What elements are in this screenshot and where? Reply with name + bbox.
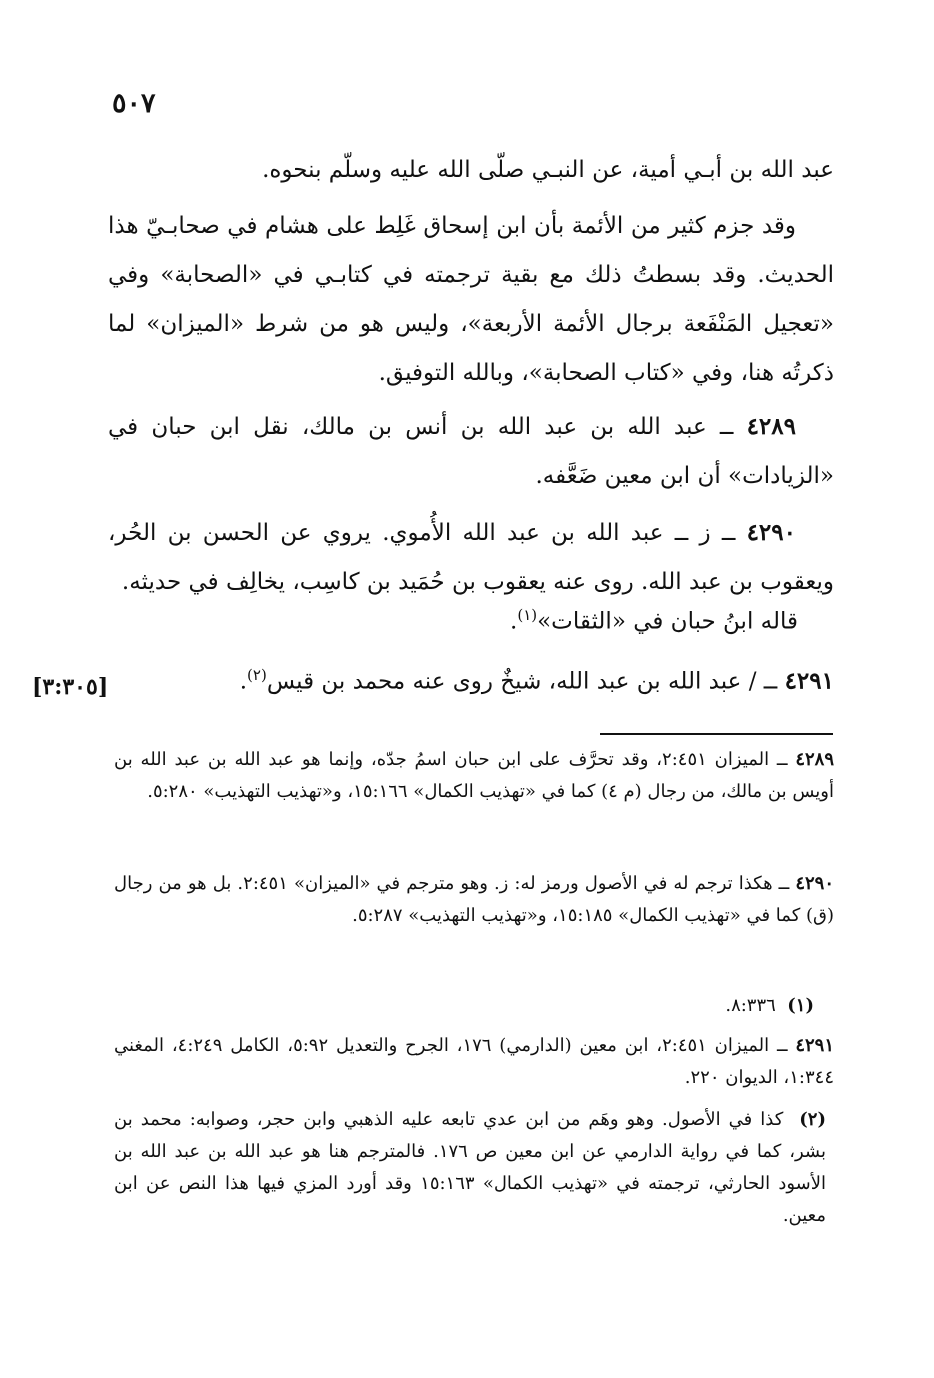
footnote-text: ــ الميزان ٢:٤٥١، ابن معين (الدارمي) ١٧٦، الجرح والتعديل ٥:٩٢، الكامل ٤:٢٤٩، المغني ١:٣٤٤، الديوان ٢٢٠.: [114, 1035, 834, 1088]
entry-number: ٤٢٨٩: [746, 413, 796, 440]
footnote-number: (٢): [799, 1109, 826, 1130]
footnote-marker: (٢): [247, 666, 267, 684]
footnote-text: ٨:٣٣٦.: [725, 995, 776, 1016]
entry-4291: ٤٢٩١ ــ / عبد الله بن عبد الله، شيخٌ روى عنه محمد بن قيس$^{(٢)}$.: [239, 666, 834, 695]
entry-4289: [108, 402, 834, 501]
footnote-number: ٤٢٨٩: [795, 749, 834, 770]
footnote-divider: [600, 733, 833, 735]
entry-4290-continuation: قاله ابنُ حبان في «الثقات»$^{(١)}$.: [510, 606, 798, 635]
continuation-text: قاله ابنُ حبان في «الثقات»: [537, 608, 798, 635]
main-text-paragraph: [108, 202, 834, 398]
footnote-number: ٤٢٩١: [795, 1035, 835, 1056]
footnote-text: ــ الميزان ٢:٤٥١، وقد تحرَّف على ابن حبان اسمُ جدّه، وإنما هو عبد الله بن عبد الله بن أويس بن مالك، من رجال (م ٤) كما في «تهذيب الكمال» ١٥:١٦٦، و«تهذيب التهذيب» ٥:٢٨٠.: [114, 749, 834, 802]
main-text-continuation: [108, 146, 834, 195]
footnote-number: ٤٢٩٠: [795, 873, 834, 894]
footnote-4290: [114, 868, 834, 932]
footnote-2: [114, 1104, 826, 1232]
paragraph-scholars: وقد جزم كثير من الأئمة بأن ابن إسحاق غَلِط على هشام في صحابـيّ هذا الحديث. وقد بسطتُ ذلك مع بقية ترجمته في كتابـي في «الصحابة» وفي «تعجيل المَنْفَعة برجال الأئمة الأربعة»، وليس هو من شرط «الميزان» لما ذكرتُه هنا، وفي «كتاب الصحابة»، وبالله التوفيق.: [108, 213, 834, 386]
footnote-text: ــ هكذا ترجم له في الأصول ورمز له: ز. وهو مترجم في «الميزان» ٢:٤٥١. بل هو من رجال (ق) كما في «تهذيب الكمال» ١٥:١٨٥، و«تهذيب التهذيب» ٥:٢٨٧.: [114, 873, 834, 926]
footnote-number: (١): [787, 995, 814, 1016]
entry-4290: [108, 508, 834, 607]
volume-page-reference: [٣:٣٠٥]: [32, 674, 109, 700]
footnote-4289: [114, 744, 834, 808]
entry-text: ــ ز ــ عبد الله بن عبد الله الأُموي. يروي عن الحسن بن الحُر، ويعقوب بن عبد الله. روى عنه يعقوب بن حُمَيد بن كاسِب، يخالِف في حديثه.: [108, 520, 834, 595]
footnote-1: [514, 990, 814, 1022]
footnote-4291: [114, 1030, 834, 1094]
entry-number: ٤٢٩١: [784, 667, 834, 695]
entry-text: ــ / عبد الله بن عبد الله، شيخٌ روى عنه محمد بن قيس: [266, 668, 778, 695]
entry-number: ٤٢٩٠: [746, 519, 796, 546]
footnote-text: كذا في الأصول. وهو وهَم من ابن عدي تابعه عليه الذهبي وابن حجر، وصوابه: محمد بن بشر، كما في رواية الدارمي عن ابن معين ص ١٧٦. فالمترجم هنا هو عبد الله بن عبد الله بن الأسود الحارثي، ترجمته في «تهذيب الكمال» ١٥:١٦٣ وقد أورد المزي فيها هذا النص عن ابن معين.: [114, 1109, 827, 1226]
footnote-marker: (١): [517, 606, 538, 624]
paragraph-continuation: عبد الله بن أبـي أمية، عن النبـي صلّى الله عليه وسلّم بنحوه.: [262, 157, 834, 183]
entry-text: ــ عبد الله بن عبد الله بن أنس بن مالك، نقل ابن حبان في «الزيادات» أن ابن معين ضَعَّفه.: [108, 414, 834, 489]
page-number: ٥٠٧: [112, 88, 156, 119]
